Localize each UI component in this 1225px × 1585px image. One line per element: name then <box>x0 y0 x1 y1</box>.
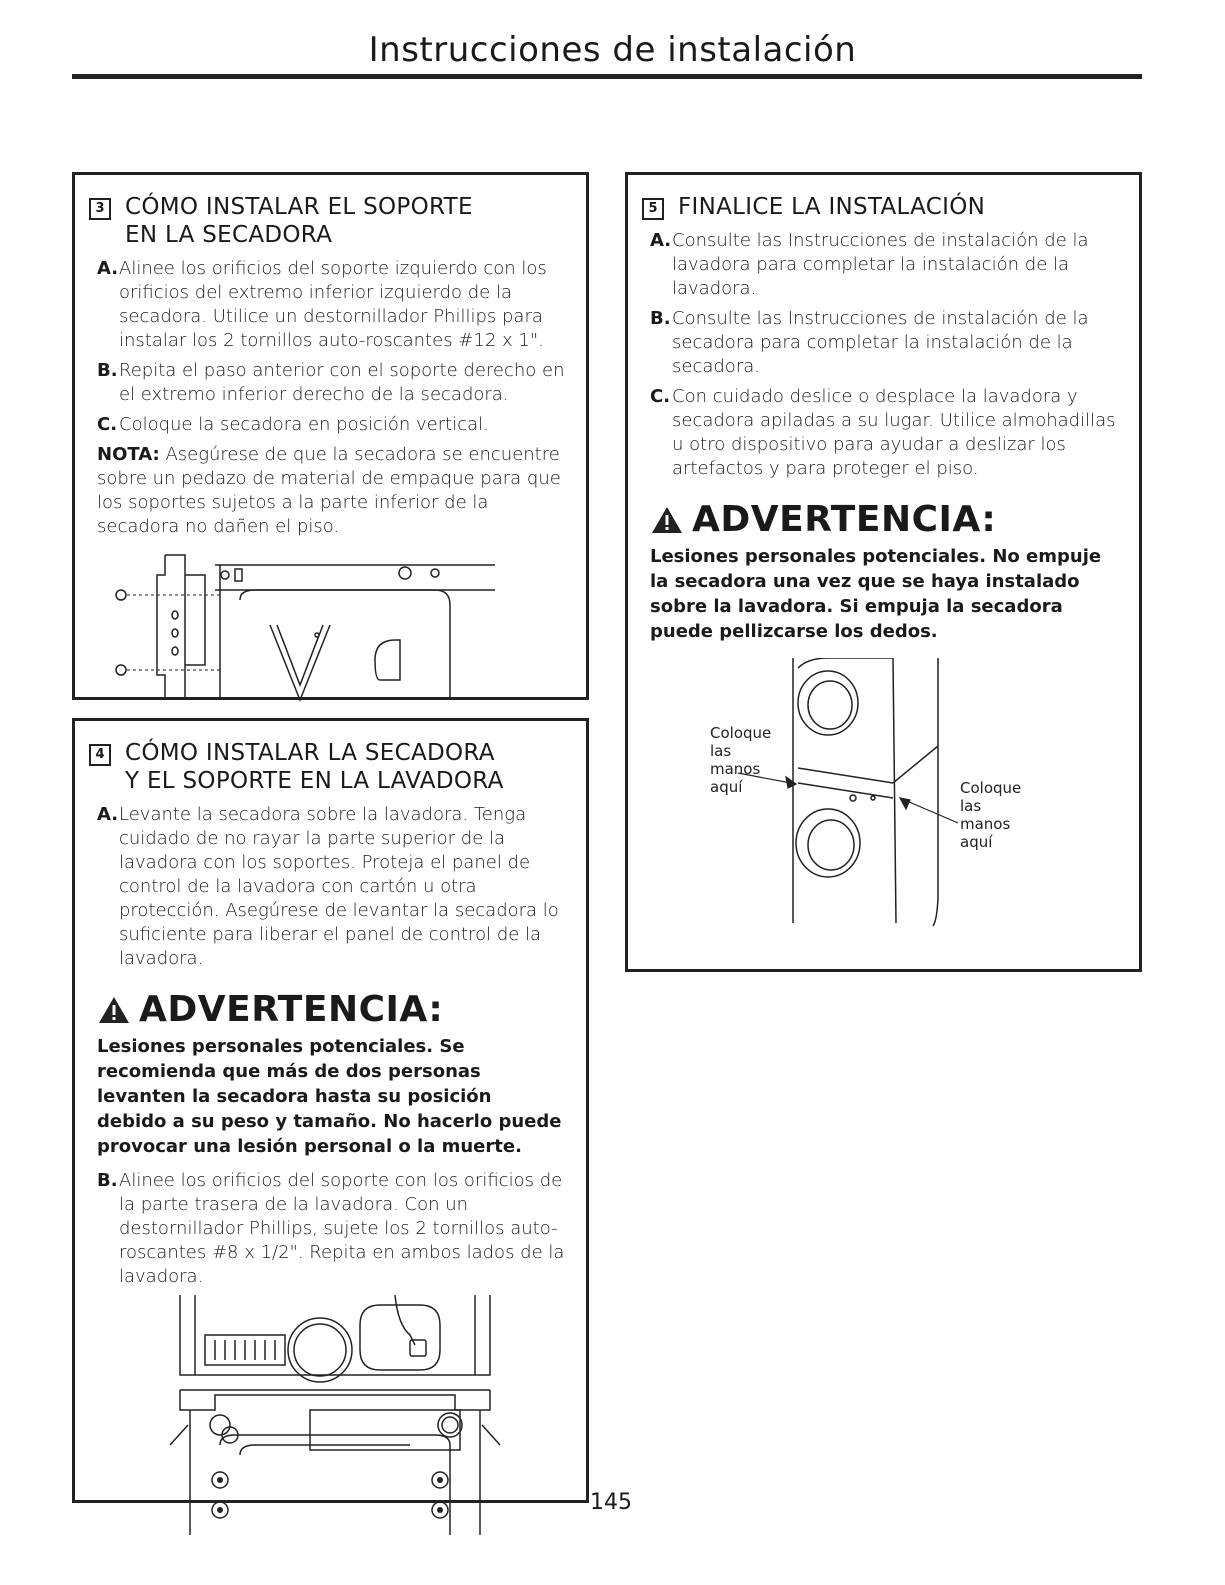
note-label: NOTA: <box>97 444 160 465</box>
page-title: Instrucciones de instalación <box>368 30 857 70</box>
step-4-title-line1: CÓMO INSTALAR LA SECADORA <box>125 740 495 766</box>
dryer-on-washer-rear-diagram <box>160 1295 520 1535</box>
step-5-panel <box>625 172 1142 972</box>
item-marker: B. <box>97 360 118 381</box>
title-divider <box>72 74 1142 79</box>
item-text: Coloque la secadora en posición vertical. <box>119 414 489 435</box>
item-text: Alinee los orificios del soporte con los orificios de la parte trasera de la lavadora. Con un destornillador Phillips, sujete los 2 tornillos auto-roscantes #8 x 1/2". Repita en ambos lados de la lavadora. <box>119 1170 565 1287</box>
step-3-title-line2: EN LA SECADORA <box>125 222 333 248</box>
note-text: Asegúrese de que la secadora se encuentre sobre un pedazo de material de empaque para que los soportes sujetos a la parte inferior de la secadora no dañen el piso. <box>97 444 561 537</box>
list-item <box>97 359 568 407</box>
item-marker: C. <box>650 386 671 407</box>
warning-title: ADVERTENCIA: <box>139 989 444 1030</box>
list-item <box>97 1169 568 1289</box>
item-marker: A. <box>650 230 672 251</box>
step-5-warning-heading <box>650 499 1139 540</box>
item-marker: B. <box>97 1170 118 1191</box>
list-item <box>650 385 1121 481</box>
step-3-panel <box>72 172 589 700</box>
hands-label-right-line2: las <box>960 797 982 815</box>
warning-triangle-icon <box>650 505 684 535</box>
step-3-title <box>125 193 473 249</box>
item-text: Consulte las Instrucciones de instalación de la secadora para completar la instalación de la secadora. <box>672 308 1089 377</box>
hands-label-right-line1: Coloque <box>960 779 1022 797</box>
step-3-list <box>97 257 568 437</box>
item-marker: A. <box>97 804 119 825</box>
bracket-dryer-diagram <box>105 545 505 705</box>
step-3-header <box>89 193 586 249</box>
item-text: Consulte las Instrucciones de instalación de la lavadora para completar la instalación de la lavadora. <box>672 230 1089 299</box>
page-number: 145 <box>590 1490 632 1515</box>
step-5-warning-text: Lesiones personales potenciales. No empuje la secadora una vez que se haya instalado sobre la lavadora. Si empuja la secadora puede pellizcarse los dedos. <box>650 546 1102 642</box>
step-5-list <box>650 229 1121 481</box>
stacked-washer-dryer-diagram <box>648 658 1118 928</box>
item-marker: C. <box>97 414 118 435</box>
item-marker: B. <box>650 308 671 329</box>
item-text: Repita el paso anterior con el soporte derecho en el extremo inferior derecho de la secadora. <box>119 360 565 405</box>
item-marker: A. <box>97 258 119 279</box>
step-3-note <box>97 443 568 539</box>
step-3-title-line1: CÓMO INSTALAR EL SOPORTE <box>125 194 473 220</box>
step-4-title <box>125 739 504 795</box>
step-4-title-line2: Y EL SOPORTE EN LA LAVADORA <box>125 768 504 794</box>
hands-label-right-line3: manos <box>960 815 1011 833</box>
step-3-number: 3 <box>89 198 111 220</box>
item-text: Con cuidado deslice o desplace la lavadora y secadora apiladas a su lugar. Utilice almohadillas u otro dispositivo para ayudar a deslizar los artefactos y para proteger el piso. <box>672 386 1116 479</box>
step-4-panel <box>72 718 589 1503</box>
warning-title: ADVERTENCIA: <box>692 499 997 540</box>
step-5-number: 5 <box>642 198 664 220</box>
hands-label-left-line1: Coloque <box>710 724 772 742</box>
step-4-warning-text: Lesiones personales potenciales. Se recomienda que más de dos personas levanten la secadora hasta su posición debido a su peso y tamaño. No hacerlo puede provocar una lesión personal o la muerte. <box>97 1036 562 1157</box>
item-text: Levante la secadora sobre la lavadora. Tenga cuidado de no rayar la parte superior de la lavadora con los soportes. Proteja el panel de control de la lavadora con cartón u otra protección. Asegúrese de levantar la secadora lo suficiente para liberar el panel de control de la lavadora. <box>119 804 559 969</box>
hands-label-left-line2: las <box>710 742 732 760</box>
step-4-header <box>89 739 586 795</box>
step-4-list-b <box>97 1169 568 1289</box>
step-5-title: FINALICE LA INSTALACIÓN <box>678 194 986 220</box>
list-item <box>97 803 568 971</box>
warning-triangle-icon <box>97 995 131 1025</box>
hands-label-right-line4: aquí <box>960 833 993 851</box>
step-4-warning-heading <box>97 989 586 1030</box>
list-item <box>650 307 1121 379</box>
hands-label-left-line3: manos <box>710 760 761 778</box>
hands-label-left-line4: aquí <box>710 778 743 796</box>
list-item <box>97 257 568 353</box>
list-item <box>650 229 1121 301</box>
step-4-number: 4 <box>89 744 111 766</box>
step-5-header <box>642 193 1139 221</box>
list-item <box>97 413 568 437</box>
item-text: Alinee los orificios del soporte izquierdo con los orificios del extremo inferior izquierdo de la secadora. Utilice un destornillador Phillips para instalar los 2 tornillos auto-roscantes #12 x 1". <box>119 258 547 351</box>
step-4-list-a <box>97 803 568 971</box>
